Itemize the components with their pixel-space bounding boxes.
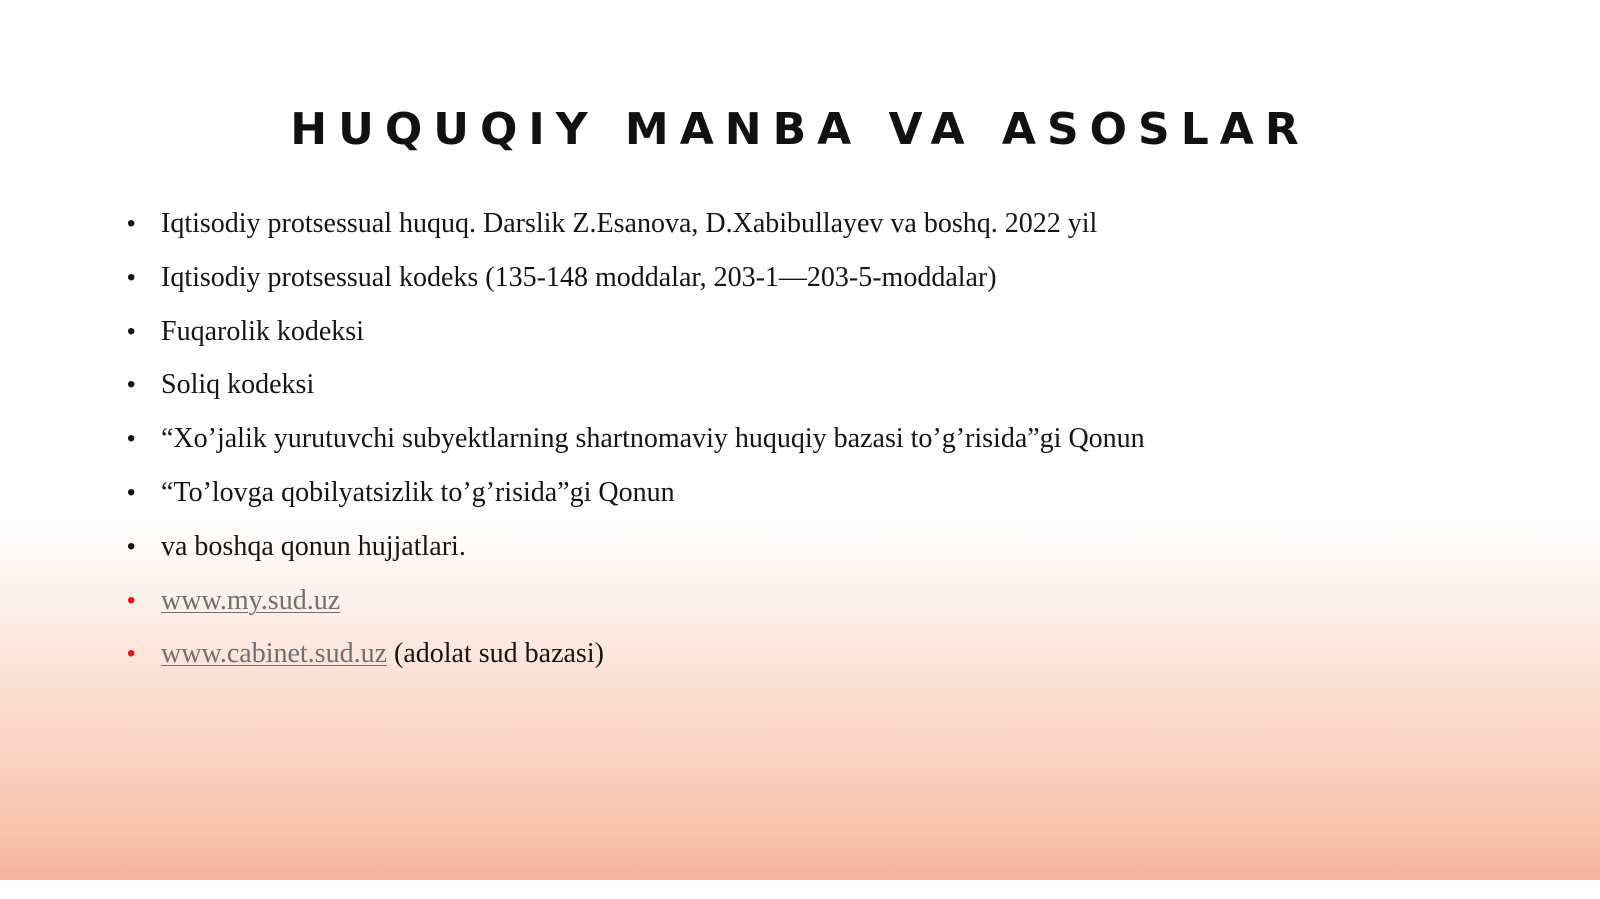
bullet-text: Iqtisodiy protsessual huquq. Darslik Z.Esanova, D.Xabibullayev va boshq. 2022 yil xyxy=(161,208,1098,239)
bullet-text: “To’lovga qobilyatsizlik to’g’risida”gi Qonun xyxy=(161,476,675,508)
link-suffix-text: (adolat sud bazasi) xyxy=(387,638,604,670)
list-item xyxy=(127,258,1527,312)
bullet-text: va boshqa qonun hujjatlari. xyxy=(161,530,466,562)
bullet-dot-icon: • xyxy=(127,640,136,668)
bullet-text: Soliq kodeksi xyxy=(161,369,315,401)
bullet-dot-icon: • xyxy=(127,371,136,399)
bullet-text: Iqtisodiy protsessual kodeks (135-148 moddalar, 203-1—203-5-moddalar) xyxy=(161,261,997,293)
list-item xyxy=(127,204,1527,258)
list-item xyxy=(127,312,1527,366)
list-item xyxy=(127,365,1527,419)
bullet-dot-icon: • xyxy=(127,478,136,506)
slide-title: HUQUQIY MANBA VA ASOSLAR xyxy=(290,104,1310,155)
bullet-dot-icon: • xyxy=(127,586,136,614)
list-item xyxy=(127,527,1527,581)
bullet-dot-icon: • xyxy=(127,263,136,291)
list-item-link xyxy=(127,581,1527,635)
bullet-dot-icon: • xyxy=(127,532,136,560)
bullet-dot-icon: • xyxy=(127,425,136,453)
list-item xyxy=(127,473,1527,527)
bullet-text: Fuqarolik kodeksi xyxy=(161,315,364,347)
bullet-dot-icon: • xyxy=(127,317,136,345)
bullet-dot-icon: • xyxy=(127,210,136,237)
link-cabinet-sud[interactable]: www.cabinet.sud.uz xyxy=(161,638,388,670)
list-item-link xyxy=(127,634,1527,688)
bullet-list xyxy=(127,204,1527,688)
list-item xyxy=(127,419,1527,473)
bullet-text: “Xo’jalik yurutuvchi subyektlarning shartnomaviy huquqiy bazasi to’g’risida”gi Qonun xyxy=(161,423,1145,455)
link-my-sud[interactable]: www.my.sud.uz xyxy=(161,584,341,616)
